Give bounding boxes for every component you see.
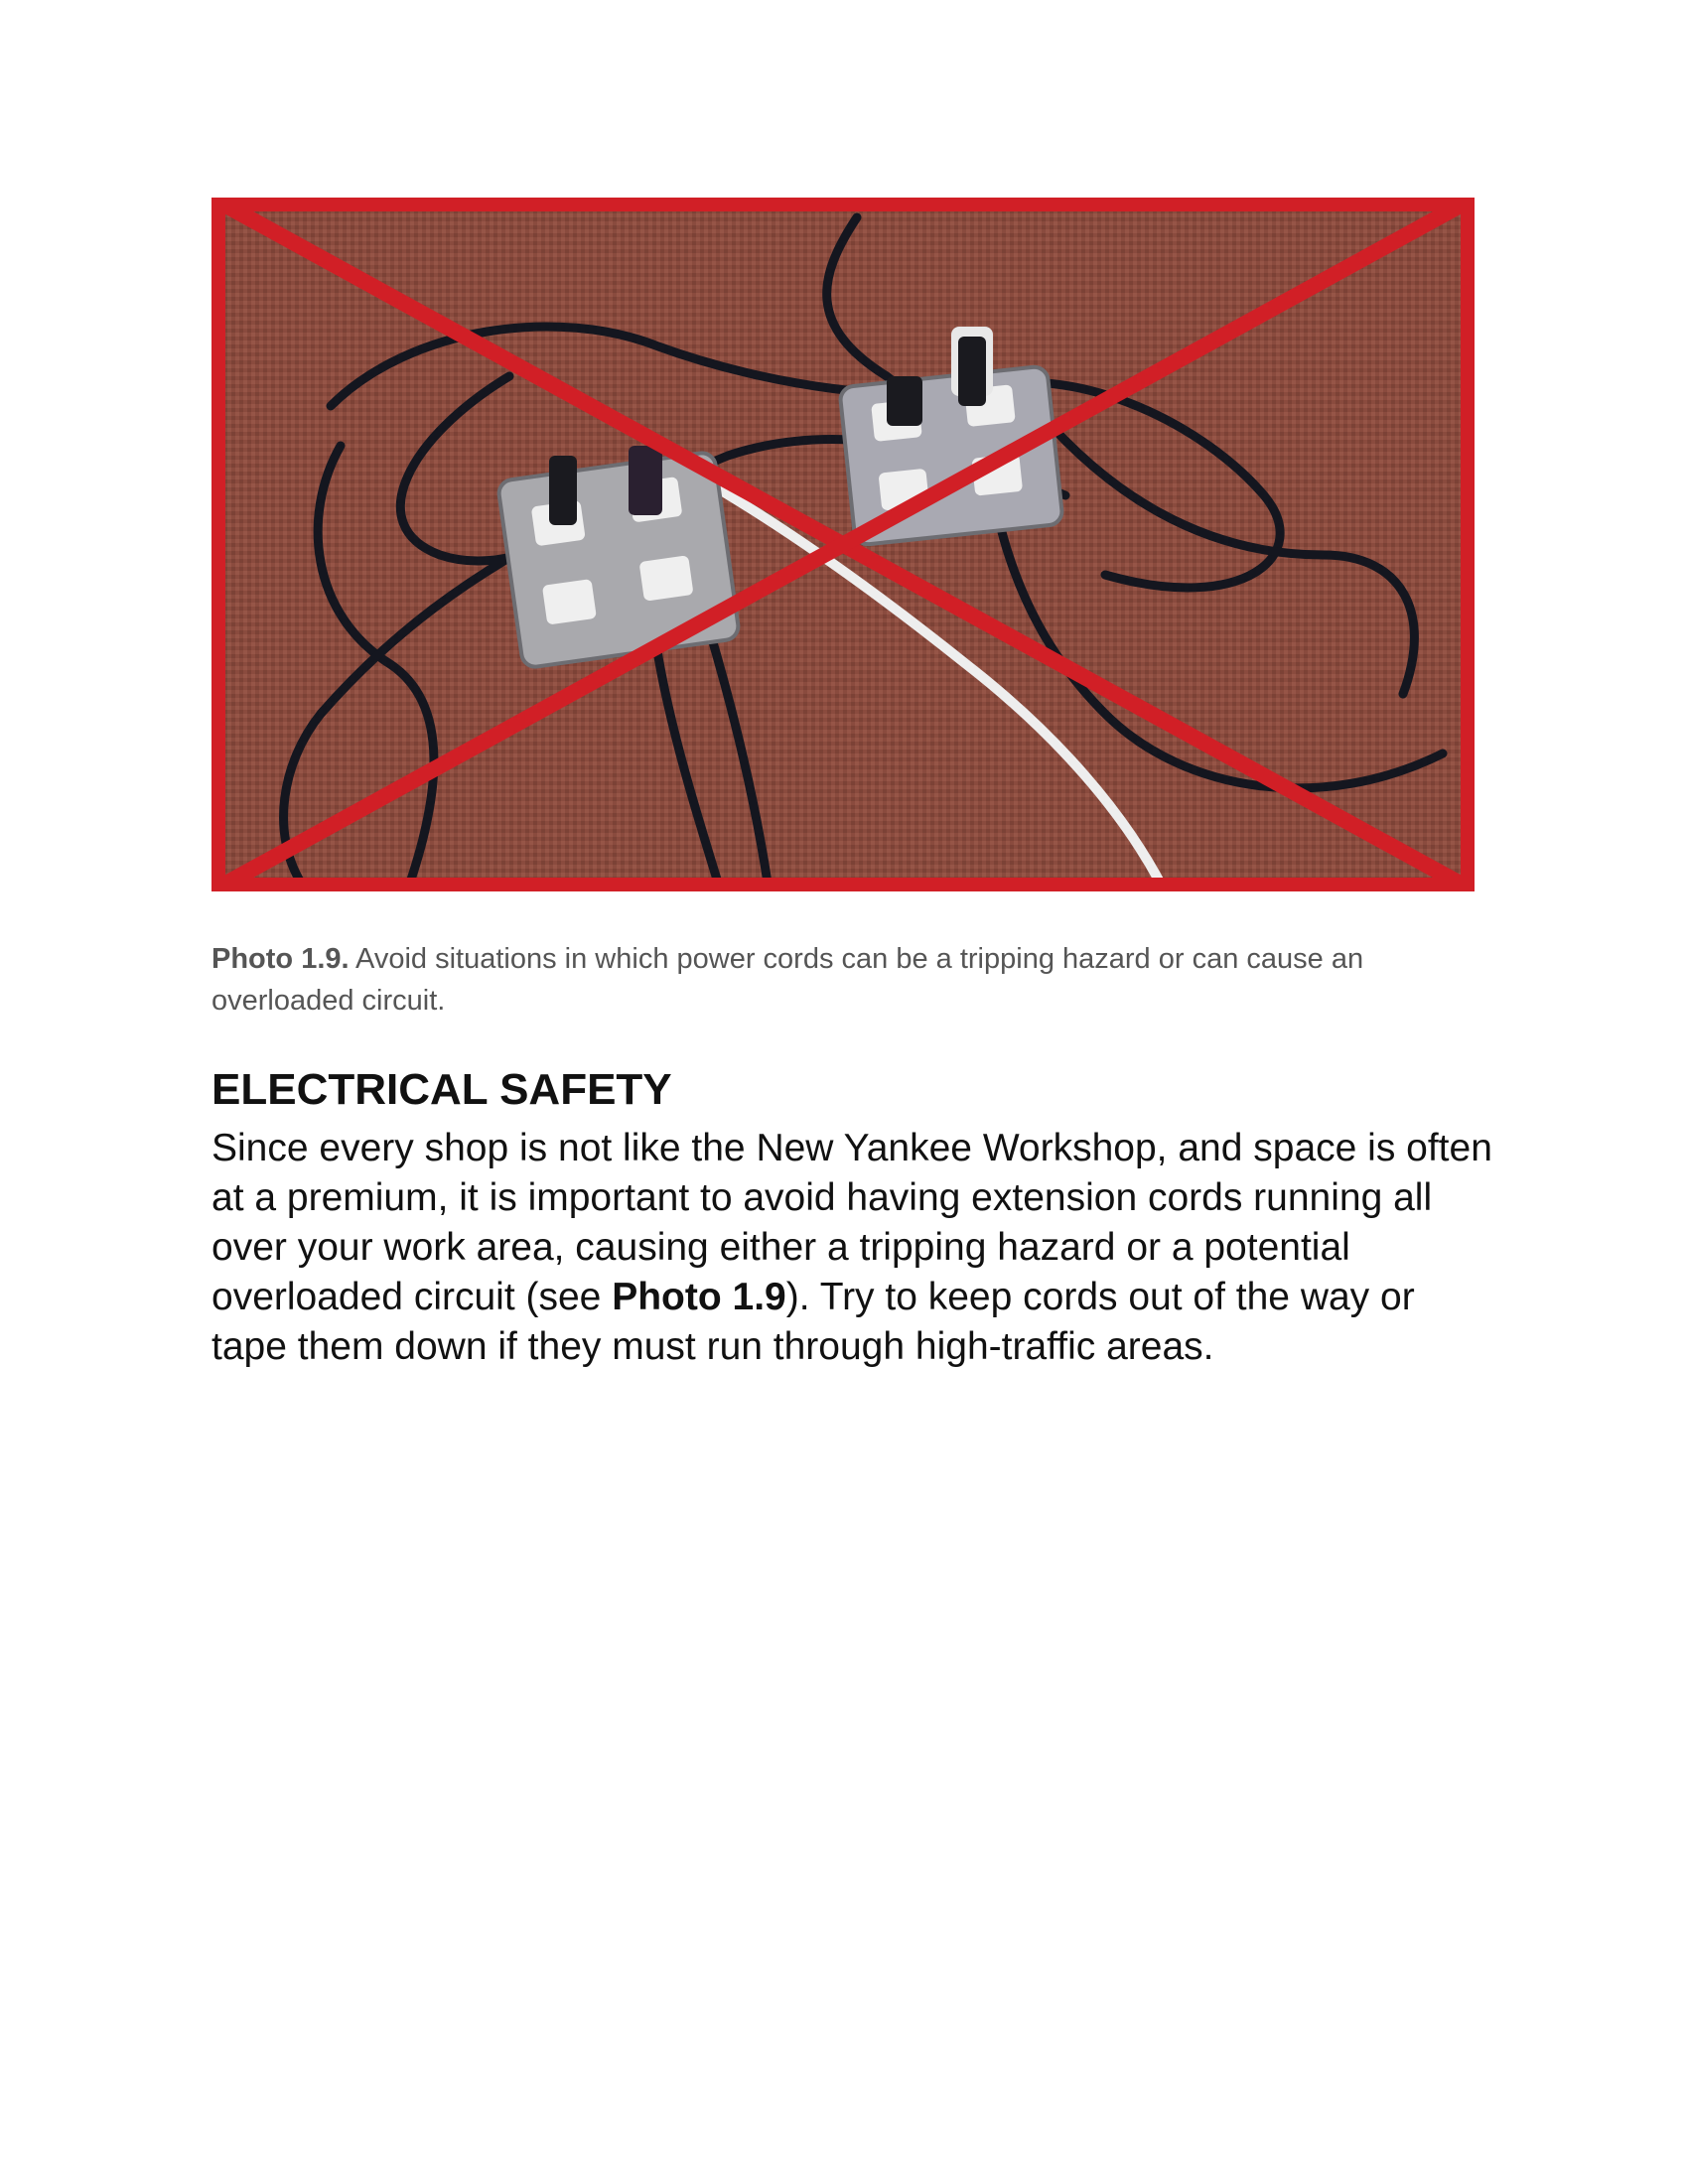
hazard-photo-illustration xyxy=(211,198,1475,891)
section-body xyxy=(211,1124,1492,1372)
section-heading: ELECTRICAL SAFETY xyxy=(211,1065,672,1114)
hazard-photo xyxy=(211,198,1475,891)
caption-text: Avoid situations in which power cords can be a tripping hazard or can cause an overloaded circuit. xyxy=(211,943,1364,1017)
body-text-start: Since every shop is not like the New Yankee Workshop, and space is often at a premium, it is important to avoid having extension cords running all over your work area, causing either a tripping hazard or a potential overloaded circuit (see xyxy=(211,1127,1492,1318)
body-text-end: ). Try to keep cords out of the way or tape them down if they must run through high-traffic areas. xyxy=(211,1276,1415,1368)
photo-reference: Photo 1.9 xyxy=(612,1276,786,1318)
outlet-box-left xyxy=(497,446,740,668)
photo-caption xyxy=(211,938,1482,1022)
caption-label: Photo 1.9. xyxy=(211,943,350,975)
